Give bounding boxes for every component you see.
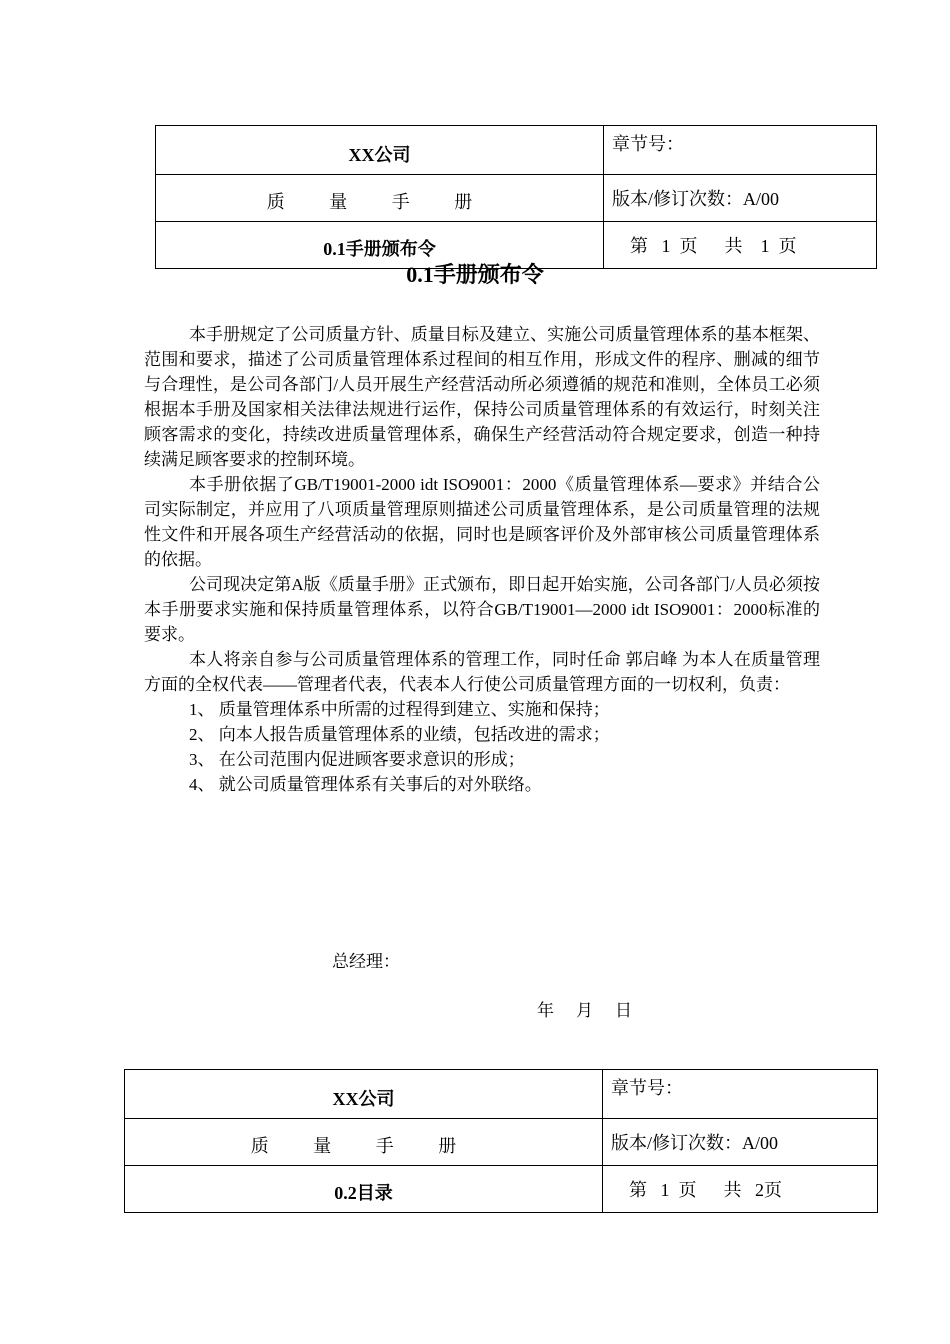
company-name: XX公司 bbox=[156, 126, 604, 175]
date-year: 年 bbox=[537, 1001, 554, 1020]
page-heading: 0.1手册颁布令 bbox=[406, 262, 544, 287]
company-name: XX公司 bbox=[125, 1070, 603, 1119]
paragraph: 本手册依据了GB/T19001-2000 idt ISO9001：2000《质量管理体系—要求》并结合公司实际制定，并应用了八项质量管理原则描述公司质量管理体系，是公司质量管理的法规性文件和开展各项生产经营活动的依据，同时也是顾客评价及外部审核公司质量管理体系的依据。 bbox=[144, 475, 820, 569]
page-ye-2: 页 bbox=[764, 1180, 782, 1200]
document-body bbox=[144, 322, 820, 797]
document-header-table-2 bbox=[124, 1069, 878, 1213]
manual-name: 质 量 手 册 bbox=[125, 1119, 603, 1166]
section-title: 0.1手册颁布令 bbox=[156, 222, 604, 269]
list-item: 3、 在公司范围内促进顾客要求意识的形成； bbox=[189, 750, 525, 769]
duties-list bbox=[144, 697, 820, 797]
page-di: 第 bbox=[630, 236, 648, 256]
paragraph: 公司现决定第A版《质量手册》正式颁布，即日起开始实施，公司各部门/人员必须按本手册要求实施和保持质量管理体系，以符合GB/T19001—2000 idt ISO9001：2000标准的要求。 bbox=[144, 575, 820, 644]
date-day: 日 bbox=[615, 1001, 632, 1020]
document-header-table bbox=[155, 125, 877, 269]
list-item: 1、 质量管理体系中所需的过程得到建立、实施和保持； bbox=[189, 700, 610, 719]
manual-name: 质 量 手 册 bbox=[156, 175, 604, 222]
paragraph: 本人将亲自参与公司质量管理体系的管理工作，同时任命 郭启峰 为本人在质量管理方面的全权代表——管理者代表，代表本人行使公司质量管理方面的一切权利，负责： bbox=[144, 650, 820, 694]
chapter-number-label: 章节号： bbox=[604, 126, 877, 175]
list-item: 2、 向本人报告质量管理体系的业绩，包括改进的需求； bbox=[189, 725, 610, 744]
version-info: 版本/修订次数：A/00 bbox=[604, 175, 877, 222]
page-info bbox=[603, 1166, 878, 1213]
paragraph: 本手册规定了公司质量方针、质量目标及建立、实施公司质量管理体系的基本框架、范围和要求，描述了公司质量管理体系过程间的相互作用，形成文件的程序、删减的细节与合理性，是公司各部门/人员开展生产经营活动所必须遵循的规范和准则，全体员工必须根据本手册及国家相关法律法规进行运作，保持公司质量管理体系的有效运行，时刻关注顾客需求的变化，持续改进质量管理体系，确保生产经营活动符合规定要求，创造一种持续满足顾客要求的控制环境。 bbox=[144, 325, 820, 469]
signature-date bbox=[537, 996, 654, 1021]
page-total: 2 bbox=[755, 1180, 764, 1200]
general-manager-signature-label: 总经理： bbox=[332, 952, 400, 971]
page-gong: 共 bbox=[723, 1180, 742, 1200]
chapter-number-label: 章节号： bbox=[603, 1070, 878, 1119]
page-ye-2: 页 bbox=[778, 236, 797, 256]
version-info: 版本/修订次数：A/00 bbox=[603, 1119, 878, 1166]
page-number: 1 bbox=[660, 1180, 670, 1200]
list-item: 4、 就公司质量管理体系有关事后的对外联络。 bbox=[189, 775, 542, 794]
page-ye: 页 bbox=[679, 236, 698, 256]
page-ye: 页 bbox=[678, 1180, 697, 1200]
section-title: 0.2目录 bbox=[125, 1166, 603, 1213]
page-gong: 共 bbox=[724, 236, 743, 256]
page-di: 第 bbox=[629, 1180, 647, 1200]
date-month: 月 bbox=[576, 1001, 593, 1020]
page-total: 1 bbox=[760, 236, 770, 256]
page-number: 1 bbox=[661, 236, 671, 256]
